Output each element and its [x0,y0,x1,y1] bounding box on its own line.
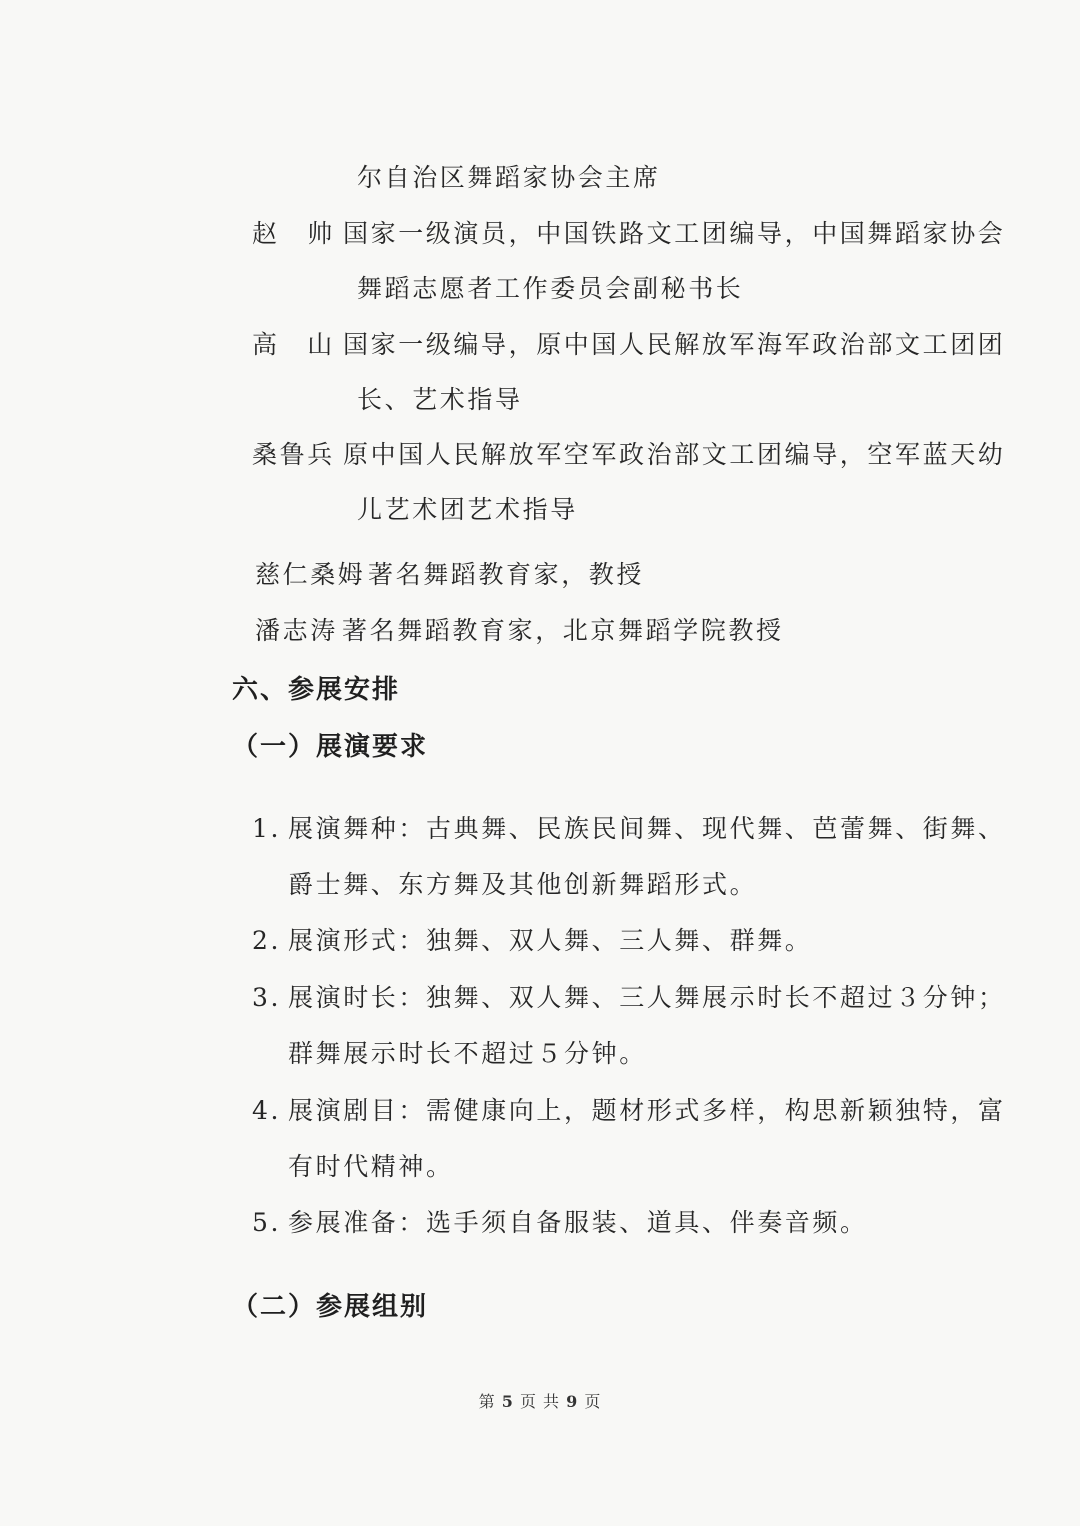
footer-total-pages: 9 [566,1392,579,1411]
list-item-4 [252,1095,1006,1127]
list-item-4-line-1: 展演剧目：需健康向上，题材形式多样，构思新颖独特，富 [288,1096,1006,1125]
list-item-5-number: 5. [252,1208,282,1237]
judge-2-line-2: 舞蹈志愿者工作委员会副秘书长 [357,274,744,303]
judge-2-line-1: 国家一级演员，中国铁路文工团编导，中国舞蹈家协会 [343,219,1006,248]
list-item-1-line-1: 展演舞种：古典舞、民族民间舞、现代舞、芭蕾舞、街舞、 [288,814,1006,843]
list-item-3-line-2: 群舞展示时长不超过５分钟。 [288,1039,647,1068]
judge-3-line-2: 长、艺术指导 [357,385,523,414]
list-item-3 [252,982,1006,1014]
footer-page-number: 5 [501,1392,514,1411]
footer-middle: 页 共 [519,1392,561,1411]
page-footer [0,1392,1080,1412]
judge-2-name: 赵 帅 [252,219,335,248]
list-item-2-line-1: 展演形式：独舞、双人舞、三人舞、群舞。 [288,926,813,955]
list-item-4-line-2: 有时代精神。 [288,1152,454,1181]
footer-prefix: 第 [478,1392,496,1411]
list-item-2-number: 2. [252,926,282,955]
list-item-1 [252,813,1006,845]
judge-4-name: 桑鲁兵 [252,440,335,469]
list-item-2 [252,925,812,957]
judge-3-line-1: 国家一级编导，原中国人民解放军海军政治部文工团团 [343,330,1006,359]
list-item-4-number: 4. [252,1096,282,1125]
list-item-3-number: 3. [252,983,282,1012]
section-heading: 六、参展安排 [232,675,401,705]
subsection-heading-2: （二）参展组别 [232,1292,429,1322]
judge-1-line-1: 尔自治区舞蹈家协会主席 [357,163,661,192]
subsection-heading-1: （一）展演要求 [232,732,429,762]
list-item-5 [252,1207,868,1239]
judge-5-name: 慈仁桑姆 [255,560,366,589]
list-item-5-line-1: 参展准备：选手须自备服装、道具、伴奏音频。 [288,1208,868,1237]
judge-4-line-2: 儿艺术团艺术指导 [357,495,578,524]
list-item-1-number: 1. [252,814,282,843]
judge-6-line-1: 著名舞蹈教育家，北京舞蹈学院教授 [342,616,784,645]
judge-5-line-1: 著名舞蹈教育家，教授 [368,560,645,589]
judge-4-line-1: 原中国人民解放军空军政治部文工团编导，空军蓝天幼 [343,440,1006,469]
judge-3-name: 高 山 [252,330,335,359]
judge-6-name: 潘志涛 [255,616,338,645]
list-item-1-line-2: 爵士舞、东方舞及其他创新舞蹈形式。 [288,870,758,899]
list-item-3-line-1: 展演时长：独舞、双人舞、三人舞展示时长不超过３分钟； [288,983,1006,1012]
footer-suffix: 页 [584,1392,602,1411]
